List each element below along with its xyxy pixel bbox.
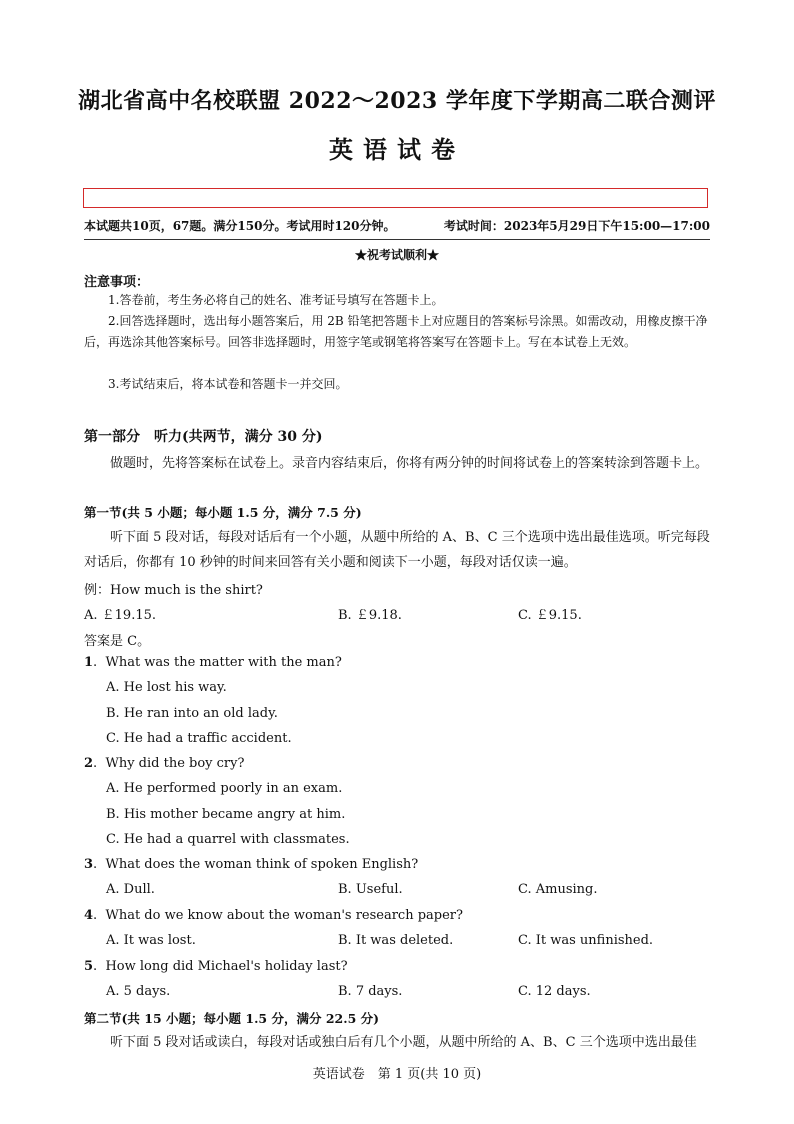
- exam-title: 湖北省高中名校联盟 2022～2023 学年度下学期高二联合测评: [78, 88, 716, 114]
- question-2-option-b: B. His mother became angry at him.: [106, 807, 346, 822]
- example-answer: 答案是 C。: [84, 634, 151, 649]
- question-5-option-a: A. 5 days.: [106, 984, 171, 999]
- example-option-c: C. ￡9.15.: [518, 608, 582, 623]
- note-item: 2.回答选择题时，选出每小题答案后，用 2B 铅笔把答题卡上对应题目的答案标号涂黑。如需改动，用橡皮擦干净后，再选涂其他答案标号。回答非选择题时，用签字笔或钢笔将答案写在答题卡上。写在本试卷上无效。: [84, 314, 708, 349]
- question-3-option-b: B. Useful.: [338, 882, 403, 897]
- page-footer: 英语试卷 第 1 页(共 10 页): [312, 1067, 482, 1082]
- question-5-option-b: B. 7 days.: [338, 984, 403, 999]
- question-3-option-a: A. Dull.: [106, 882, 155, 897]
- question-5-option-c: C. 12 days.: [518, 984, 591, 999]
- example-question: 例：How much is the shirt?: [84, 583, 263, 598]
- section1-heading: 第一节(共 5 小题；每小题 1.5 分，满分 7.5 分): [84, 505, 362, 520]
- exam-info-left: 本试题共10页，67题。满分150分。考试用时120分钟。: [84, 219, 396, 233]
- example-option-b: B. ￡9.18.: [338, 608, 402, 623]
- good-luck-line: ★祝考试顺利★: [354, 248, 439, 262]
- highlight-box: [83, 188, 708, 208]
- question-1-option-a: A. He lost his way.: [106, 680, 227, 695]
- question-4-option-a: A. It was lost.: [106, 933, 196, 948]
- exam-subtitle: 英语试卷: [329, 135, 465, 164]
- divider: [84, 239, 710, 240]
- note-item: 1.答卷前，考生务必将自己的姓名、准考证号填写在答题卡上。: [108, 293, 444, 307]
- question-2-option-c: C. He had a quarrel with classmates.: [106, 832, 350, 847]
- question-2-option-a: A. He performed poorly in an exam.: [106, 781, 343, 796]
- note-item: 3.考试结束后，将本试卷和答题卡一并交回。: [108, 377, 348, 391]
- section2-heading: 第二节(共 15 小题；每小题 1.5 分，满分 22.5 分): [84, 1011, 380, 1026]
- exam-info-right: 考试时间：2023年5月29日下午15:00—17:00: [443, 219, 710, 233]
- question-5: 5. How long did Michael's holiday last?: [84, 959, 348, 974]
- example-option-a: A. ￡19.15.: [84, 608, 157, 623]
- exam-info: [84, 217, 710, 237]
- question-4: 4. What do we know about the woman's research paper?: [84, 908, 463, 923]
- question-2: 2. Why did the boy cry?: [84, 756, 245, 771]
- question-4-option-c: C. It was unfinished.: [518, 933, 654, 948]
- question-4-option-b: B. It was deleted.: [338, 933, 454, 948]
- notes-heading: 注意事项：: [84, 275, 150, 290]
- question-3: 3. What does the woman think of spoken English?: [84, 857, 419, 872]
- part1-heading: 第一部分 听力(共两节，满分 30 分): [84, 429, 323, 445]
- question-3-option-c: C. Amusing.: [518, 882, 598, 897]
- question-1: 1. What was the matter with the man?: [84, 655, 342, 670]
- question-1-option-b: B. He ran into an old lady.: [106, 706, 278, 721]
- section1-intro: 听下面 5 段对话，每段对话后有一个小题，从题中所给的 A、B、C 三个选项中选出最佳选项。听完每段对话后，你都有 10 秒钟的时间来回答有关小题和阅读下一小题，每段对话仅读一遍。: [84, 530, 710, 570]
- question-1-option-c: C. He had a traffic accident.: [106, 731, 292, 746]
- section2-intro: 听下面 5 段对话或读白，每段对话或独白后有几个小题，从题中所给的 A、B、C 三个选项中选出最佳: [110, 1035, 697, 1050]
- part1-intro: 做题时，先将答案标在试卷上。录音内容结束后，你将有两分钟的时间将试卷上的答案转涂到答题卡上。: [110, 456, 709, 471]
